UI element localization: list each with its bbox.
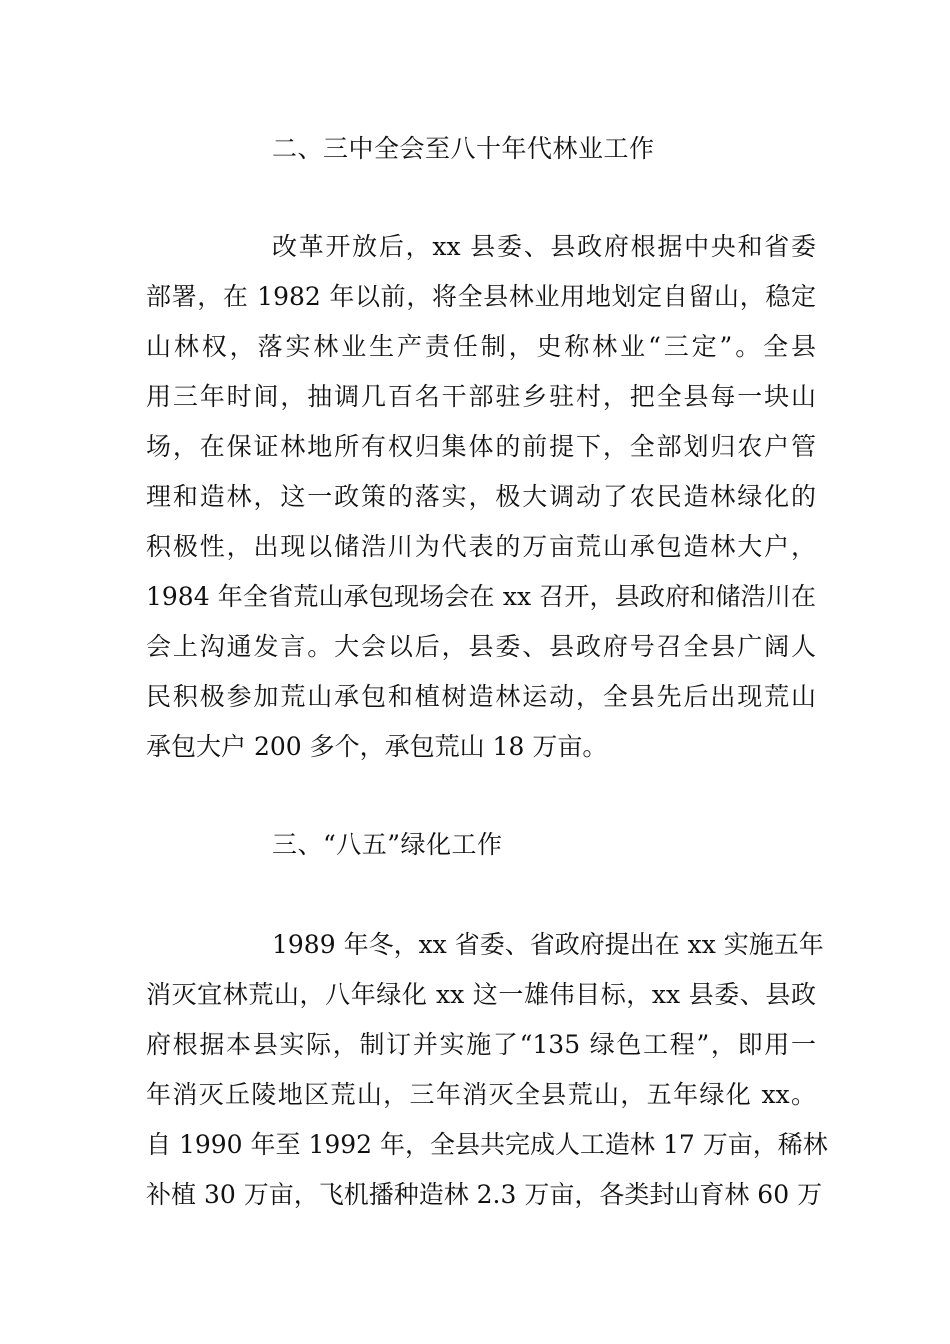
paragraph-line: 民积极参加荒山承包和植树造林运动，全县先后出现荒山 xyxy=(146,682,816,711)
paragraph-line: 用三年时间，抽调几百名干部驻乡驻村，把全县每一块山 xyxy=(146,382,816,411)
paragraph-line: 府根据本县实际，制订并实施了“135 绿色工程”，即用一 xyxy=(146,1030,816,1059)
paragraph-line: 1984 年全省荒山承包现场会在 xx 召开，县政府和储浩川在 xyxy=(146,582,816,611)
paragraph-line: 承包大户 200 多个，承包荒山 18 万亩。 xyxy=(146,732,608,761)
section-2-paragraph xyxy=(146,222,816,772)
paragraph-line: 积极性，出现以储浩川为代表的万亩荒山承包造林大户， xyxy=(146,532,816,561)
paragraph-line: 改革开放后，xx 县委、县政府根据中央和省委 xyxy=(272,232,816,261)
paragraph-line: 年消灭丘陵地区荒山，三年消灭全县荒山，五年绿化 xx。 xyxy=(146,1080,816,1109)
paragraph-line: 自 1990 年至 1992 年，全县共完成人工造林 17 万亩，稀林 xyxy=(146,1130,828,1159)
paragraph-line: 补植 30 万亩，飞机播种造林 2.3 万亩，各类封山育林 60 万 xyxy=(146,1180,823,1209)
paragraph-line: 部署，在 1982 年以前，将全县林业用地划定自留山，稳定 xyxy=(146,282,816,311)
paragraph-line: 山林权，落实林业生产责任制，史称林业“三定”。全县 xyxy=(146,332,816,361)
paragraph-line: 会上沟通发言。大会以后，县委、县政府号召全县广阔人 xyxy=(146,632,816,661)
section-heading-2: 二、三中全会至八十年代林业工作 xyxy=(272,134,655,163)
section-heading-3: 三、“八五”绿化工作 xyxy=(272,830,503,859)
section-3-paragraph xyxy=(146,920,828,1220)
paragraph-line: 场，在保证林地所有权归集体的前提下，全部划归农户管 xyxy=(146,432,816,461)
paragraph-line: 理和造林，这一政策的落实，极大调动了农民造林绿化的 xyxy=(146,482,816,511)
paragraph-line: 消灭宜林荒山，八年绿化 xx 这一雄伟目标，xx 县委、县政 xyxy=(146,980,816,1009)
paragraph-line: 1989 年冬，xx 省委、省政府提出在 xx 实施五年 xyxy=(272,930,824,959)
